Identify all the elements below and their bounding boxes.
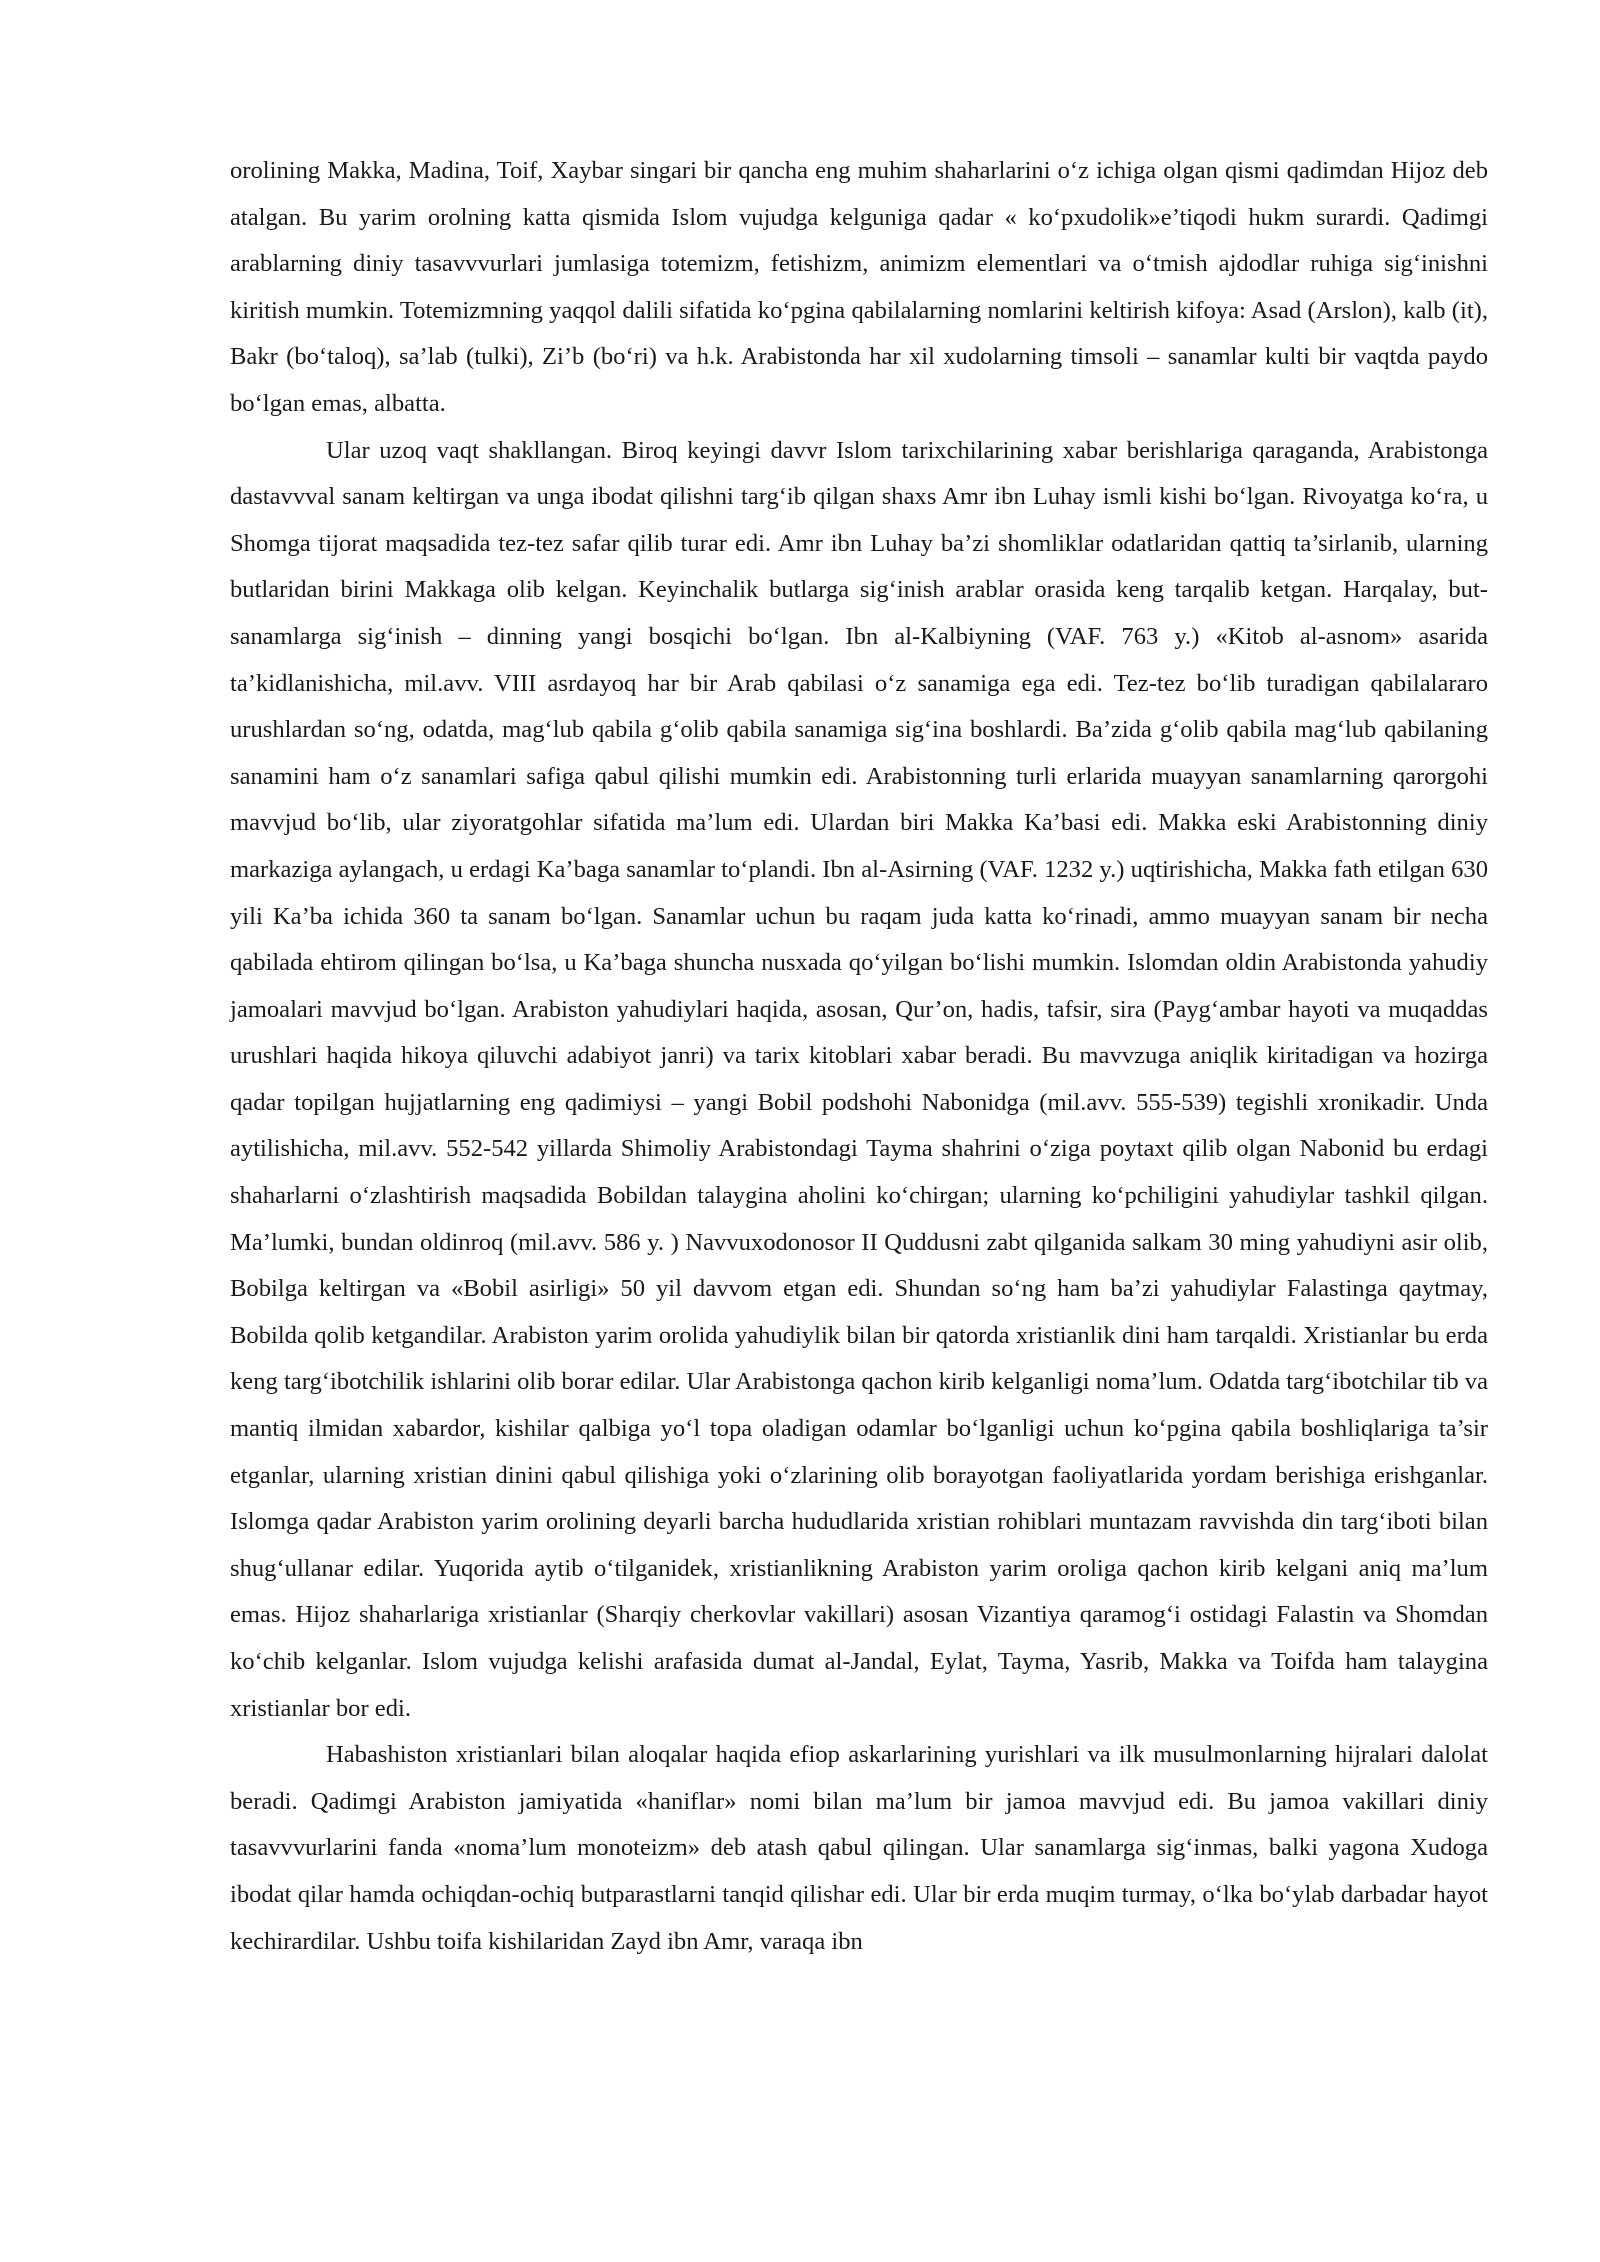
paragraph-sanamlar: Ular uzoq vaqt shakllangan. Biroq keyingi davvr Islom tarixchilarining xabar berishlariga qaraganda, Arabistonga dastavvval sanam keltirgan va unga ibodat qilishni targ‘ib qilgan shaxs Amr ibn Luhay ismli kishi bo‘lgan. Rivoyatga ko‘ra, u Shomga tijorat maqsadida tez-tez safar qilib turar edi. Amr ibn Luhay ba’zi shomliklar odatlaridan qattiq ta’sirlanib, ularning butlaridan birini Makkaga olib kelgan. Keyinchalik butlarga sig‘inish arablar orasida keng tarqalib ketgan. Harqalay, but-sanamlarga sig‘inish – dinning yangi bosqichi bo‘lgan. Ibn al-Kalbiyning (VAF. 763 y.) «Kitob al-asnom» asarida ta’kidlanishicha, mil.avv. VIII asrdayoq har bir Arab qabilasi o‘z sanamiga ega edi. Tez-tez bo‘lib turadigan qabilalararo urushlardan so‘ng, odatda, mag‘lub qabila g‘olib qabila sanamiga sig‘ina boshlardi. Ba’zida g‘olib qabila mag‘lub qabilaning sanamini ham o‘z sanamlari safiga qabul qilishi mumkin edi. Arabistonning turli erlarida muayyan sanamlarning qarorgohi mavvjud bo‘lib, ular ziyoratgohlar sifatida ma’lum edi. Ulardan biri Makka Ka’basi edi. Makka eski Arabistonning diniy markaziga aylangach, u erdagi Ka’baga sanamlar to‘plandi. Ibn al-Asirning (VAF. 1232 y.) uqtirishicha, Makka fath etilgan 630 yili Ka’ba ichida 360 ta sanam bo‘lgan. Sanamlar uchun bu raqam juda katta ko‘rinadi, ammo muayyan sanam bir necha qabilada ehtirom qilingan bo‘lsa, u Ka’baga shuncha nusxada qo‘yilgan bo‘lishi mumkin. Islomdan oldin Arabistonda yahudiy jamoalari mavvjud bo‘lgan. Arabiston yahudiylari haqida, asosan, Qur’on, hadis, tafsir, sira (Payg‘ambar hayoti va muqaddas urushlari haqida hikoya qiluvchi adabiyot janri) va tarix kitoblari xabar beradi. Bu mavvzuga aniqlik kiritadigan va hozirga qadar topilgan hujjatlarning eng qadimiysi – yangi Bobil podshohi Nabonidga (mil.avv. 555-539) tegishli xronikadir. Unda aytilishicha, mil.avv. 552-542 yillarda Shimoliy Arabistondagi Tayma shahrini o‘ziga poytaxt qilib olgan Nabonid bu erdagi shaharlarni o‘zlashtirish maqsadida Bobildan talaygina aholini ko‘chirgan; ularning ko‘pchiligini yahudiylar tashkil qilgan. Ma’lumki, bundan oldinroq (mil.avv. 586 y. ) Navvuxodonosor II Quddusni zabt qilganida salkam 30 ming yahudiyni asir olib, Bobilga keltirgan va «Bobil asirligi» 50 yil davvom etgan edi. Shundan so‘ng ham ba’zi yahudiylar Falastinga qaytmay, Bobilda qolib ketgandilar. Arabiston yarim orolida yahudiylik bilan bir qatorda xristianlik dini ham tarqaldi. Xristianlar bu erda keng targ‘ibotchilik ishlarini olib borar edilar. Ular Arabistonga qachon kirib kelganligi noma’lum. Odatda targ‘ibotchilar tib va mantiq ilmidan xabardor, kishilar qalbiga yo‘l topa oladigan odamlar bo‘lganligi uchun ko‘pgina qabila boshliqlariga ta’sir etganlar, ularning xristian dinini qabul qilishiga yoki o‘zlarining olib borayotgan faoliyatlarida yordam berishiga erishganlar. Islomga qadar Arabiston yarim orolining deyarli barcha hududlarida xristian rohiblari muntazam ravvishda din targ‘iboti bilan shug‘ullanar edilar. Yuqorida aytib o‘tilganidek, xristianlikning Arabiston yarim oroliga qachon kirib kelgani aniq ma’lum emas. Hijoz shaharlariga xristianlar (Sharqiy cherkovlar vakillari) asosan Vizantiya qaramog‘i ostidagi Falastin va Shomdan ko‘chib kelganlar. Islom vujudga kelishi arafasida dumat al-Jandal, Eylat, Tayma, Yasrib, Makka va Toifda ham talaygina xristianlar bor edi. (230, 436, 1488, 1722)
paragraph-haniflar: Habashiston xristianlari bilan aloqalar haqida efiop askarlarining yurishlari va ilk musulmonlarning hijralari dalolat beradi. Qadimgi Arabiston jamiyatida «haniflar» nomi bilan ma’lum bir jamoa mavvjud edi. Bu jamoa vakillari diniy tasavvvurlarini fanda «noma’lum monoteizm» deb atash qabul qilingan. Ular sanamlarga sig‘inmas, balki yagona Xudoga ibodat qilar hamda ochiqdan-ochiq butparastlarni tanqid qilishar edi. Ular bir erda muqim turmay, o‘lka bo‘ylab darbadar hayot kechirardilar. Ushbu toifa kishilaridan Zayd ibn Amr, varaqa ibn (230, 1741, 1488, 1955)
paragraph-continuation: orolining Makka, Madina, Toif, Xaybar singari bir qancha eng muhim shaharlarini o‘z ichiga olgan qismi qadimdan Hijoz deb atalgan. Bu yarim orolning katta qismida Islom vujudga kelguniga qadar « ko‘pxudolik»e’tiqodi hukm surardi. Qadimgi arablarning diniy tasavvvurlari jumlasiga totemizm, fetishizm, animizm elementlari va o‘tmish ajdodlar ruhiga sig‘inishni kiritish mumkin. Totemizmning yaqqol dalili sifatida ko‘pgina qabilalarning nomlarini keltirish kifoya: Asad (Arslon), kalb (it), Bakr (bo‘taloq), sa’lab (tulki), Zi’b (bo‘ri) va h.k. Arabistonda har xil xudolarning timsoli – sanamlar kulti bir vaqtda paydo bo‘lgan emas, albatta. (230, 157, 1488, 417)
document-body (230, 148, 1488, 1965)
